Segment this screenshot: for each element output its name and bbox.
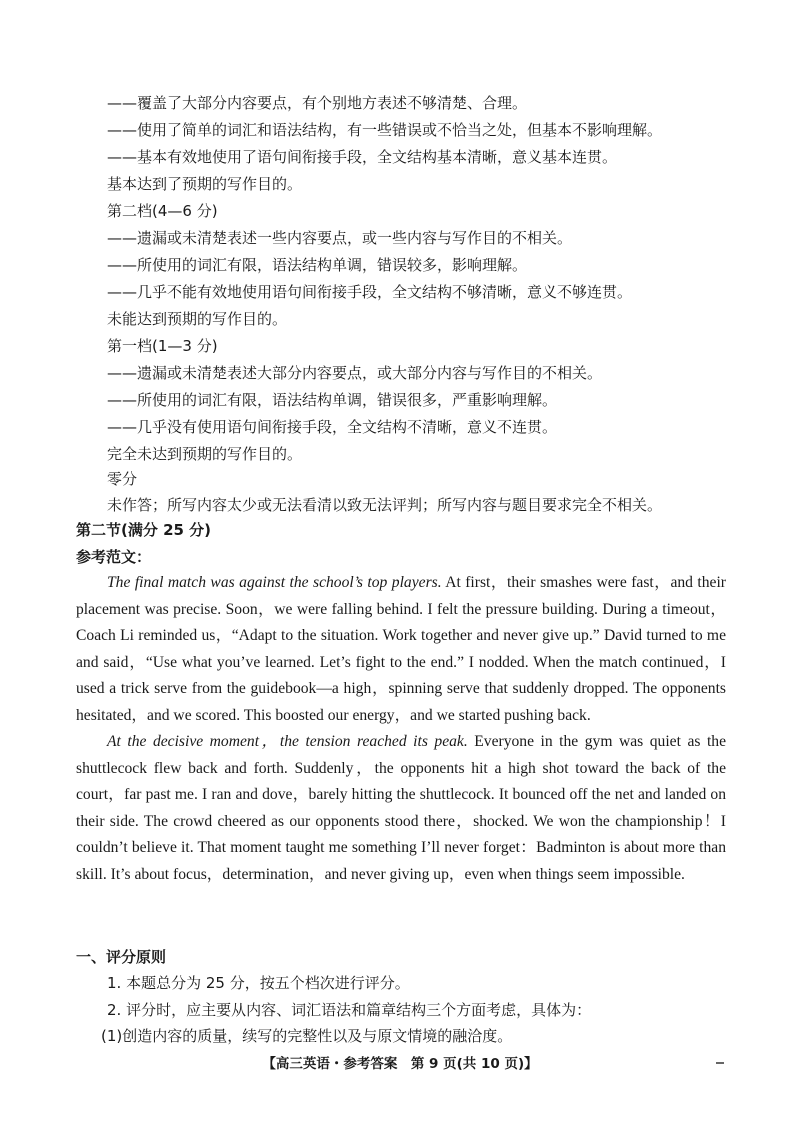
- criterion-summary: 完全未达到预期的写作目的。: [107, 445, 303, 463]
- criterion-line: ——使用了简单的词汇和语法结构，有一些错误或不恰当之处，但基本不影响理解。: [107, 121, 663, 139]
- level-1-title: 第一档(1—3 分): [107, 337, 218, 355]
- criterion-line: ——遗漏或未清楚表述大部分内容要点，或大部分内容与写作目的不相关。: [107, 364, 603, 382]
- criterion-line: ——覆盖了大部分内容要点，有个别地方表述不够清楚、合理。: [107, 94, 528, 112]
- criterion-summary: 基本达到了预期的写作目的。: [107, 175, 303, 193]
- principle-item: (1)创造内容的质量，续写的完整性以及与原文情境的融洽度。: [101, 1027, 513, 1045]
- paragraph-lead-sentence: The final match was against the school’s top players.: [107, 574, 442, 591]
- page-footer: 【高三英语・参考答案 第 9 页(共 10 页)】: [262, 1056, 538, 1072]
- section-heading: 第二节(满分 25 分): [76, 521, 212, 539]
- paragraph-body: At first，their smashes were fast，and their placement was precise. Soon，we were falling behind. I felt the pressure building. During a timeout，Coach Li reminded us，“Adapt to the situation. Work together and never give up.” David turned to me and said，“Use what you’ve learned. Let’s fight to the end.” I nodded. When the match continued，I used a trick serve from the guidebook—a high，spinning serve that suddenly dropped. The opponents hesitated，and we scored. This boosted our energy，and we started pushing back.: [76, 574, 726, 724]
- criterion-summary: 未能达到预期的写作目的。: [107, 310, 288, 328]
- level-2-title: 第二档(4—6 分): [107, 202, 218, 220]
- criterion-line: ——几乎没有使用语句间衔接手段，全文结构不清晰，意义不连贯。: [107, 418, 558, 436]
- zero-score-title: 零分: [107, 470, 138, 488]
- essay-paragraph-1: [76, 570, 726, 729]
- essay-paragraph-2: [76, 729, 726, 888]
- model-essay-label: 参考范文：: [76, 548, 152, 566]
- paragraph-lead-sentence: At the decisive moment，the tension reached its peak.: [107, 733, 468, 750]
- principle-item: 1. 本题总分为 25 分，按五个档次进行评分。: [107, 974, 410, 992]
- paragraph-body: Everyone in the gym was quiet as the shuttlecock flew back and forth. Suddenly，the opponents hit a high shot toward the back of the court，far past me. I ran and dove，barely hitting the shuttlecock. It bounced off the net and landed on their side. The crowd cheered as our opponents stood there，shocked. We won the championship！I couldn’t believe it. That moment taught me something I’ll never forget：Badminton is about more than skill. It’s about focus，determination，and never giving up，even when things seem impossible.: [76, 733, 727, 883]
- criterion-line: ——所使用的词汇有限，语法结构单调，错误很多，严重影响理解。: [107, 391, 558, 409]
- principle-item: 2. 评分时，应主要从内容、词汇语法和篇章结构三个方面考虑，具体为：: [107, 1001, 592, 1019]
- criterion-line: ——基本有效地使用了语句间衔接手段，全文结构基本清晰，意义基本连贯。: [107, 148, 618, 166]
- model-essay: [76, 570, 726, 888]
- criterion-line: ——几乎不能有效地使用语句间衔接手段，全文结构不够清晰，意义不够连贯。: [107, 283, 633, 301]
- principles-heading: 一、评分原则: [76, 948, 167, 966]
- criterion-line: ——遗漏或未清楚表述一些内容要点，或一些内容与写作目的不相关。: [107, 229, 573, 247]
- zero-score-text: 未作答；所写内容太少或无法看清以致无法评判；所写内容与题目要求完全不相关。: [107, 496, 663, 514]
- scan-mark: [716, 1062, 724, 1064]
- criterion-line: ——所使用的词汇有限，语法结构单调，错误较多，影响理解。: [107, 256, 528, 274]
